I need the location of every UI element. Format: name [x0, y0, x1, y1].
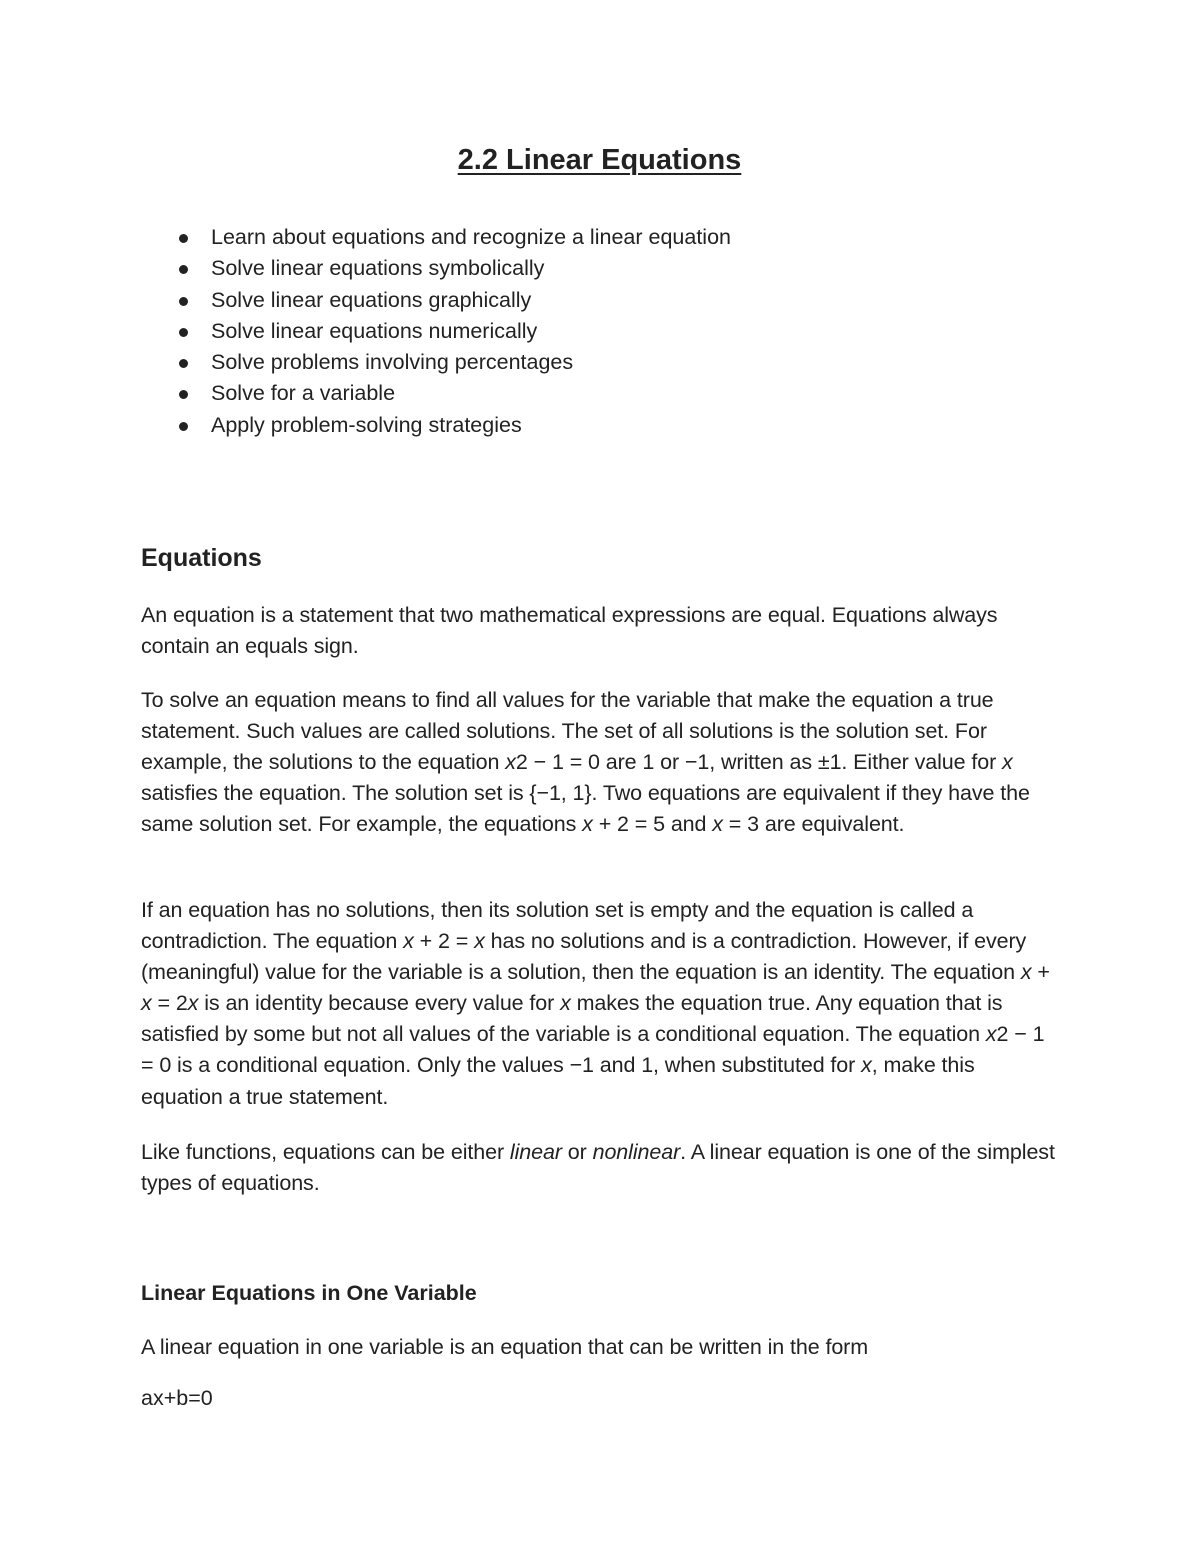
paragraph-solutions: To solve an equation means to find all values for the variable that make the equation a true statement. Such values are called solutions. The set of all solutions is the solution set. For example, the solutions to the equation x2 − 1 = 0 are 1 or −1, written as ±1. Either value for x satisfies the equation. The solution set is {−1, 1}. Two equations are equivalent if they have the same solution set. For example, the equations x + 2 = 5 and x = 3 are equivalent.	[141, 688, 1030, 837]
objectives-list	[141, 222, 731, 441]
paragraph-contradiction-identity: If an equation has no solutions, then its solution set is empty and the equation is called a contradiction. The equation x + 2 = x has no solutions and is a contradiction. However, if every (meaningful) value for the variable is a solution, then the equation is an identity. The equation x + x = 2x is an identity because every value for x makes the equation true. Any equation that is satisfied by some but not all values of the variable is a conditional equation. The equation x2 − 1 = 0 is a conditional equation. Only the values −1 and 1, when substituted for x, make this equation a true statement.	[141, 898, 1050, 1109]
bullet-icon	[179, 422, 188, 431]
list-item: Apply problem-solving strategies	[141, 410, 731, 441]
bullet-icon	[179, 265, 188, 274]
list-item: Learn about equations and recognize a linear equation	[141, 222, 731, 253]
bullet-icon	[179, 328, 188, 337]
section-heading-linear-one-variable: Linear Equations in One Variable	[141, 1281, 477, 1305]
list-item: Solve linear equations numerically	[141, 316, 731, 347]
page-title: 2.2 Linear Equations	[457, 144, 742, 176]
paragraph-linear-form: A linear equation in one variable is an equation that can be written in the form	[141, 1335, 869, 1359]
bullet-icon	[179, 390, 188, 399]
list-item: Solve linear equations symbolically	[141, 253, 731, 284]
paragraph-equation-definition: An equation is a statement that two mathematical expressions are equal. Equations always contain an equals sign.	[141, 603, 998, 659]
bullet-icon	[179, 359, 188, 368]
list-item: Solve linear equations graphically	[141, 285, 731, 316]
paragraph-linear-nonlinear: Like functions, equations can be either linear or nonlinear. A linear equation is one of the simplest types of equations.	[141, 1140, 1055, 1196]
list-item: Solve for a variable	[141, 378, 731, 409]
formula: ax+b=0	[141, 1386, 213, 1410]
section-heading-equations: Equations	[141, 544, 262, 572]
list-item: Solve problems involving percentages	[141, 347, 731, 378]
bullet-icon	[179, 297, 188, 306]
bullet-icon	[179, 234, 188, 243]
